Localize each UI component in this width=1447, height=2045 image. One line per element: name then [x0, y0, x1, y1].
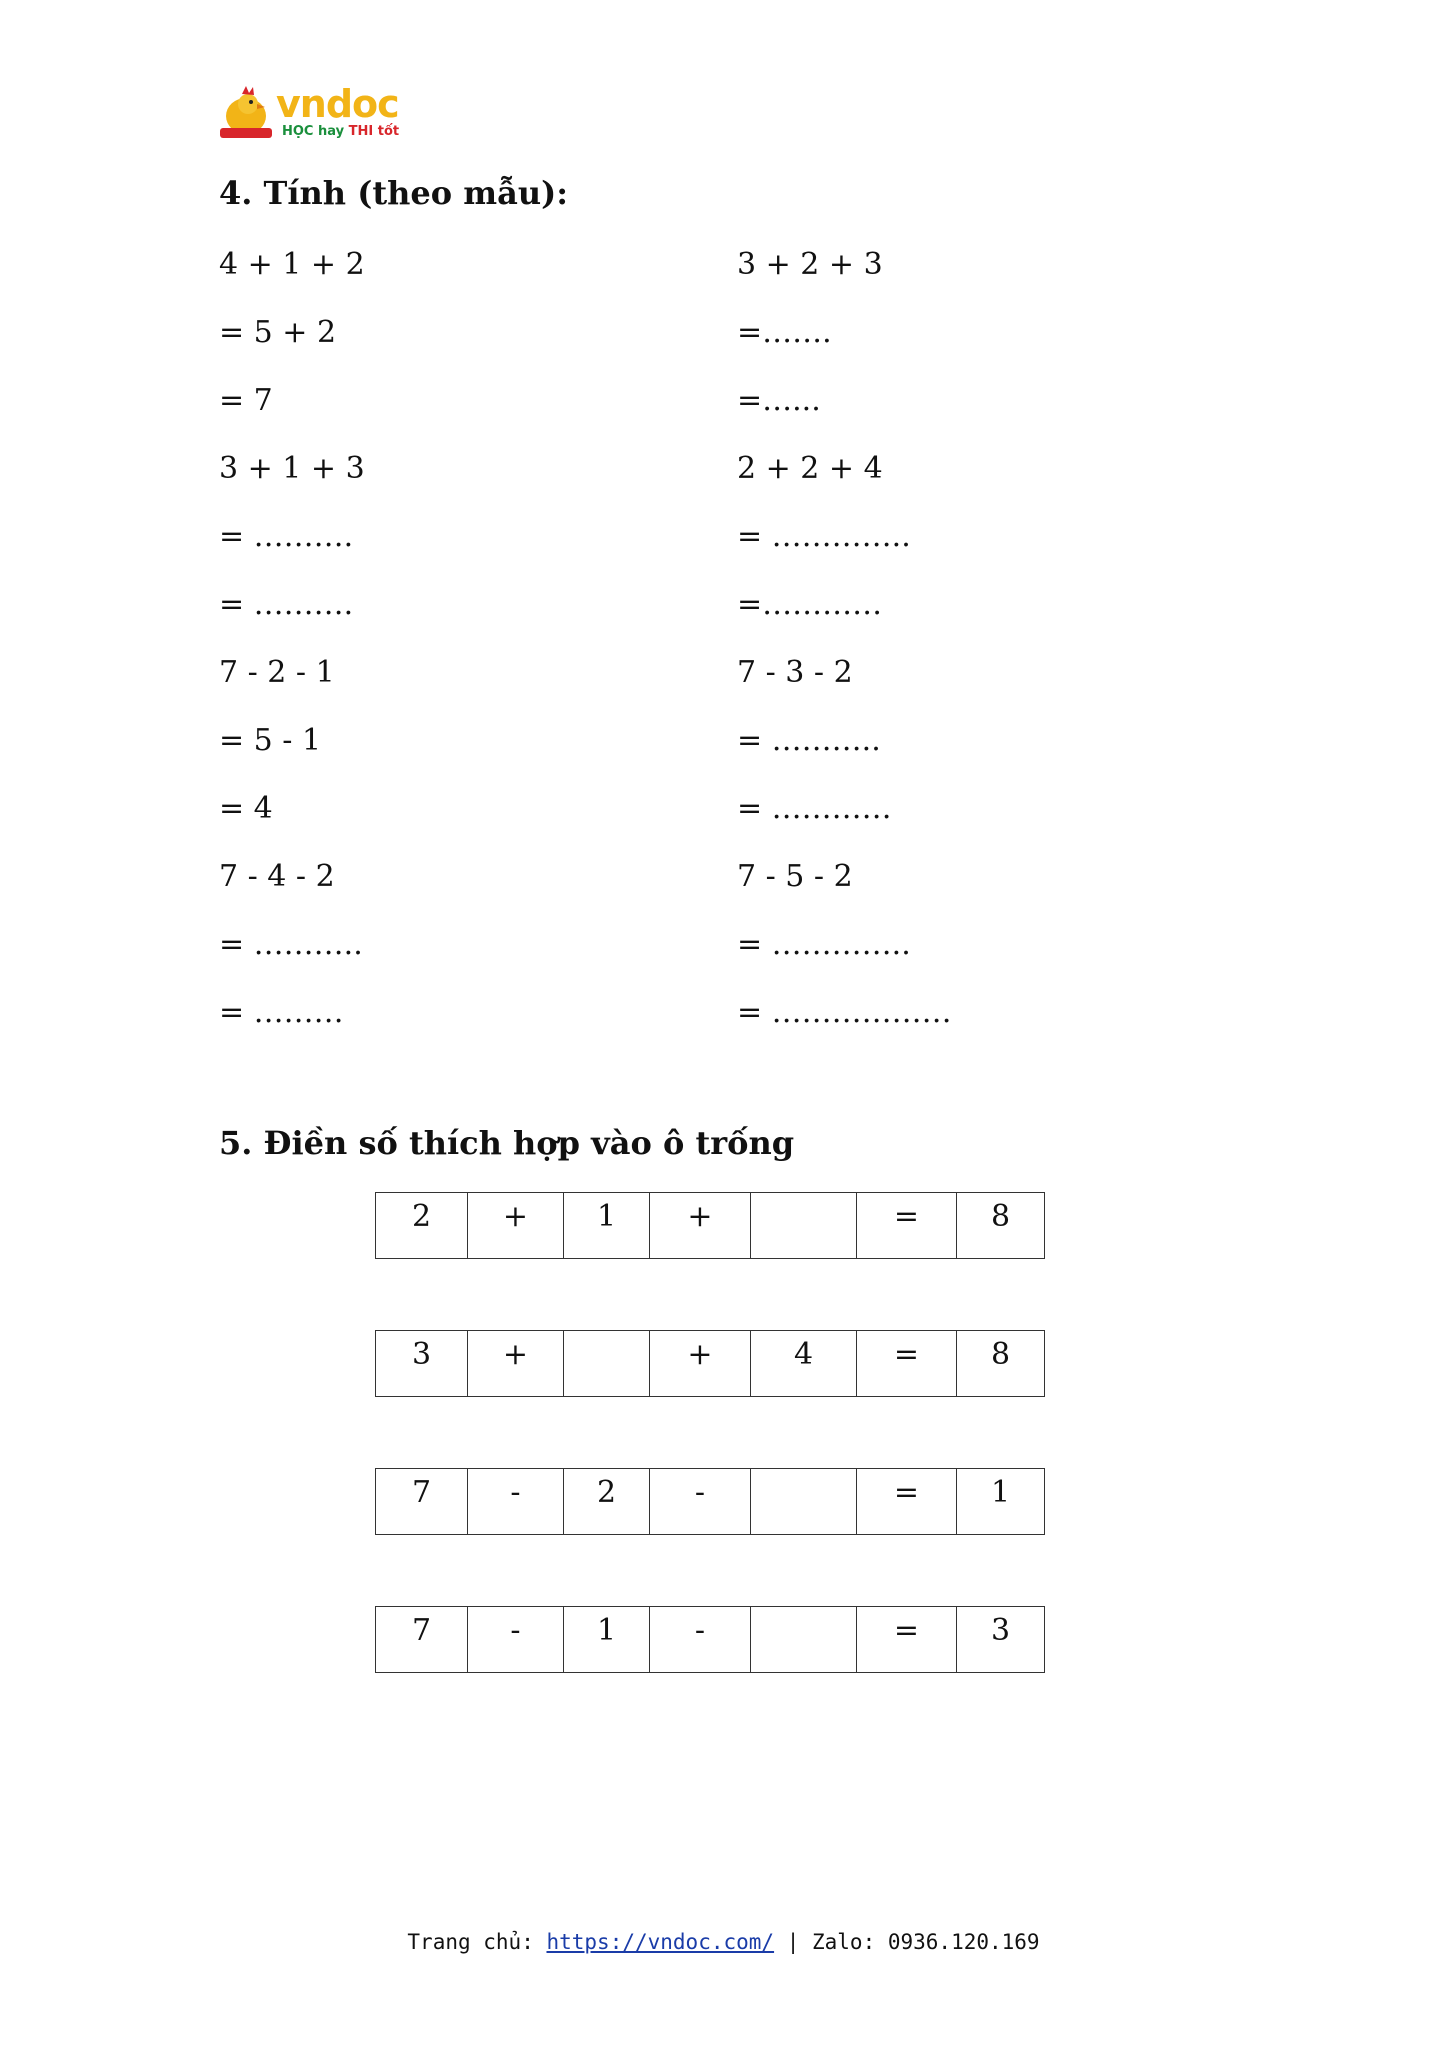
right-expression-line: 3 + 2 + 3 — [737, 247, 883, 282]
equation-row — [376, 1193, 1045, 1259]
blank-answer-cell[interactable] — [751, 1607, 857, 1673]
equation-cell: - — [468, 1607, 564, 1673]
equation-cell: = — [857, 1607, 957, 1673]
equation-cell: = — [857, 1331, 957, 1397]
vndoc-logo — [218, 82, 408, 146]
blank-answer-cell[interactable] — [751, 1193, 857, 1259]
right-expression-line: =…... — [737, 383, 821, 418]
page-footer — [0, 1930, 1447, 1954]
left-expression-line: = ………. — [219, 519, 354, 554]
equation-cell: + — [650, 1193, 751, 1259]
right-expression-line: =……. — [737, 315, 832, 350]
equation-table — [375, 1606, 1045, 1673]
left-expression-line: 4 + 1 + 2 — [219, 247, 365, 282]
footer-zalo: Zalo: 0936.120.169 — [812, 1930, 1040, 1954]
equation-row — [376, 1469, 1045, 1535]
right-expression-line: = ………….. — [737, 519, 911, 554]
left-expression-line: 7 - 4 - 2 — [219, 859, 335, 894]
equation-cell: 8 — [957, 1193, 1045, 1259]
footer-separator: | — [774, 1930, 812, 1954]
right-expression-line: 7 - 3 - 2 — [737, 655, 853, 690]
equation-table — [375, 1192, 1045, 1259]
equation-row — [376, 1607, 1045, 1673]
right-expression-line: 2 + 2 + 4 — [737, 451, 883, 486]
left-expression-line: = ………. — [219, 587, 354, 622]
right-expression-line: = ……….. — [737, 723, 881, 758]
chicken-mascot-icon — [218, 86, 274, 144]
blank-answer-cell[interactable] — [751, 1469, 857, 1535]
equation-cell: 7 — [376, 1469, 468, 1535]
section-4-title: 4. Tính (theo mẫu): — [219, 174, 569, 212]
left-expression-line: = 5 + 2 — [219, 315, 337, 350]
equation-table — [375, 1330, 1045, 1397]
blank-answer-cell[interactable] — [564, 1331, 650, 1397]
logo-slogan: HỌC hay THI tốt — [282, 124, 400, 139]
left-expression-line: 3 + 1 + 3 — [219, 451, 365, 486]
right-expression-line: 7 - 5 - 2 — [737, 859, 853, 894]
equation-cell: - — [650, 1607, 751, 1673]
equation-cell: + — [650, 1331, 751, 1397]
footer-prefix: Trang chủ: — [407, 1930, 547, 1954]
section-5-title: 5. Điền số thích hợp vào ô trống — [219, 1124, 795, 1162]
left-expression-line: 7 - 2 - 1 — [219, 655, 335, 690]
equation-table — [375, 1468, 1045, 1535]
equation-cell: 7 — [376, 1607, 468, 1673]
equation-cell: 2 — [564, 1469, 650, 1535]
right-expression-line: = ……………… — [737, 995, 952, 1030]
equation-cell: 1 — [957, 1469, 1045, 1535]
logo-brand-text: vndoc — [276, 82, 399, 126]
equation-cell: 3 — [376, 1331, 468, 1397]
equation-cell: + — [468, 1331, 564, 1397]
equation-cell: 4 — [751, 1331, 857, 1397]
equation-cell: 1 — [564, 1193, 650, 1259]
right-expression-line: =………… — [737, 587, 883, 622]
equation-cell: 3 — [957, 1607, 1045, 1673]
equation-cell: - — [468, 1469, 564, 1535]
left-expression-line: = ……… — [219, 995, 344, 1030]
left-expression-line: = 4 — [219, 791, 273, 826]
right-expression-line: = ………… — [737, 791, 892, 826]
equation-cell: + — [468, 1193, 564, 1259]
right-expression-line: = ………….. — [737, 927, 911, 962]
equation-cell: = — [857, 1469, 957, 1535]
equation-cell: 1 — [564, 1607, 650, 1673]
equation-cell: 8 — [957, 1331, 1045, 1397]
left-expression-line: = ……….. — [219, 927, 363, 962]
left-expression-line: = 5 - 1 — [219, 723, 322, 758]
equation-cell: - — [650, 1469, 751, 1535]
left-expression-line: = 7 — [219, 383, 273, 418]
equation-cell: = — [857, 1193, 957, 1259]
homepage-link[interactable]: https://vndoc.com/ — [546, 1930, 775, 1954]
equation-row — [376, 1331, 1045, 1397]
equation-cell: 2 — [376, 1193, 468, 1259]
